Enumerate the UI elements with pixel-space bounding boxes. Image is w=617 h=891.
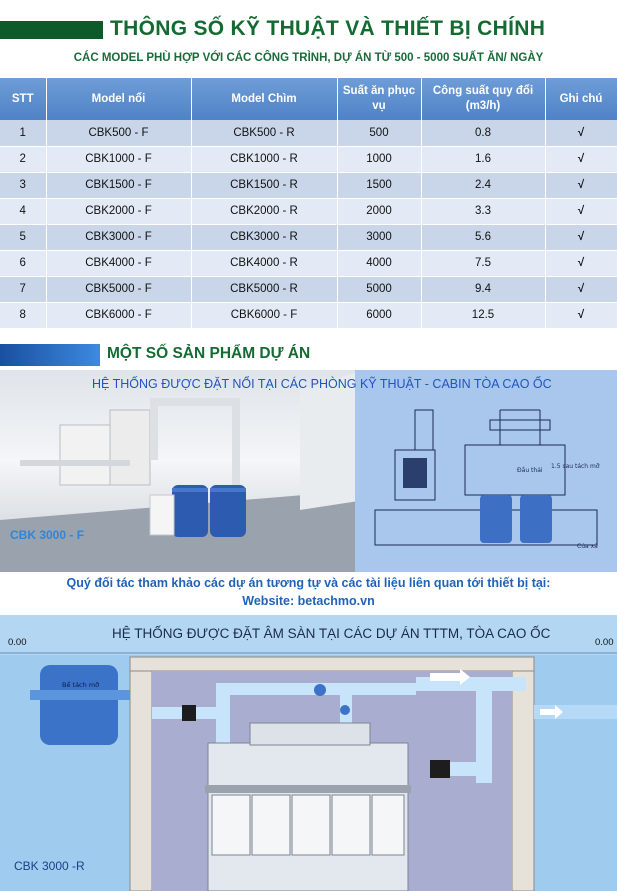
note-cell: √ [545,172,617,198]
floating-model-label: CBK 3000 - F [10,528,85,542]
table-row [0,120,617,146]
col-header-stt: STT [0,78,46,120]
col-header-capacity: Công suất quy đổi (m3/h) [421,78,545,120]
note-cell: √ [545,146,617,172]
model-sunk-cell: CBK5000 - R [191,276,337,302]
model-float-cell: CBK1500 - F [46,172,191,198]
stt-cell: 3 [0,172,46,198]
table-row [0,224,617,250]
spec-table [0,78,617,329]
meals-cell: 3000 [337,224,421,250]
stt-cell: 8 [0,302,46,328]
capacity-cell: 12.5 [421,302,545,328]
meals-cell: 1000 [337,146,421,172]
section-accent-bar [0,344,100,366]
technical-drawing [355,370,617,572]
model-float-cell: CBK5000 - F [46,276,191,302]
meals-cell: 1500 [337,172,421,198]
floating-system-caption: HỆ THỐNG ĐƯỢC ĐẶT NỔI TẠI CÁC PHÒNG KỸ THUẬT - CABIN TÒA CAO ỐC [92,377,552,391]
stt-cell: 2 [0,146,46,172]
model-sunk-cell: CBK3000 - R [191,224,337,250]
note-cell: √ [545,250,617,276]
model-sunk-cell: CBK2000 - R [191,198,337,224]
table-row [0,302,617,328]
col-header-note: Ghi chú [545,78,617,120]
reference-text: Quý đối tác tham khảo các dự án tương tự và các tài liệu liên quan tới thiết bị tại: [66,576,551,590]
model-float-cell: CBK3000 - F [46,224,191,250]
meals-cell: 500 [337,120,421,146]
drawing-label-after-separation: 1.5 sau tách mỡ [551,463,600,470]
table-row [0,198,617,224]
model-sunk-cell: CBK500 - R [191,120,337,146]
table-row [0,250,617,276]
capacity-cell: 3.3 [421,198,545,224]
capacity-cell: 0.8 [421,120,545,146]
header-accent-bar [0,21,103,39]
stt-cell: 7 [0,276,46,302]
stt-cell: 5 [0,224,46,250]
meals-cell: 5000 [337,276,421,302]
note-cell: √ [545,120,617,146]
underground-caption: HỆ THỐNG ĐƯỢC ĐẶT ÂM SÀN TẠI CÁC DỰ ÁN TTTM, TÒA CAO ỐC [112,626,551,641]
model-float-cell: CBK6000 - F [46,302,191,328]
underground-illustration [0,615,617,891]
capacity-cell: 9.4 [421,276,545,302]
floating-system-drawing [355,370,617,572]
model-sunk-cell: CBK6000 - F [191,302,337,328]
meals-cell: 6000 [337,302,421,328]
capacity-cell: 2.4 [421,172,545,198]
section-title: MỘT SỐ SẢN PHẨM DỰ ÁN [107,345,311,362]
note-cell: √ [545,302,617,328]
stt-cell: 1 [0,120,46,146]
table-row [0,146,617,172]
stt-cell: 4 [0,198,46,224]
capacity-cell: 5.6 [421,224,545,250]
meals-cell: 2000 [337,198,421,224]
project-images [0,370,617,572]
page-title: THÔNG SỐ KỸ THUẬT VÀ THIẾT BỊ CHÍNH [110,17,546,40]
note-cell: √ [545,276,617,302]
capacity-cell: 1.6 [421,146,545,172]
model-float-cell: CBK500 - F [46,120,191,146]
underground-model-label: CBK 3000 -R [14,859,85,873]
note-cell: √ [545,198,617,224]
meals-cell: 4000 [337,250,421,276]
stt-cell: 6 [0,250,46,276]
model-sunk-cell: CBK1000 - R [191,146,337,172]
table-header-row [0,78,617,120]
model-float-cell: CBK1000 - F [46,146,191,172]
website-link[interactable]: Website: betachmo.vn [242,594,375,608]
col-header-model-sunk: Model Chìm [191,78,337,120]
col-header-meals: Suất ăn phục vụ [337,78,421,120]
model-float-cell: CBK4000 - F [46,250,191,276]
drawing-label-outlet: Đầu thải [517,467,543,474]
model-sunk-cell: CBK4000 - R [191,250,337,276]
level-marker-right: 0.00 [595,637,614,648]
underground-system-diagram [0,615,617,891]
col-header-model-float: Model nổi [46,78,191,120]
table-row [0,276,617,302]
page-subtitle: CÁC MODEL PHÙ HỢP VỚI CÁC CÔNG TRÌNH, DỰ ÁN TỪ 500 - 5000 SUẤT ĂN/ NGÀY [73,52,544,64]
model-sunk-cell: CBK1500 - R [191,172,337,198]
model-float-cell: CBK2000 - F [46,198,191,224]
drawing-label-discharge: Cửa xả [577,543,598,550]
level-marker-left: 0.00 [8,637,27,648]
capacity-cell: 7.5 [421,250,545,276]
note-cell: √ [545,224,617,250]
tank-label: Bể tách mỡ [62,681,100,689]
table-row [0,172,617,198]
